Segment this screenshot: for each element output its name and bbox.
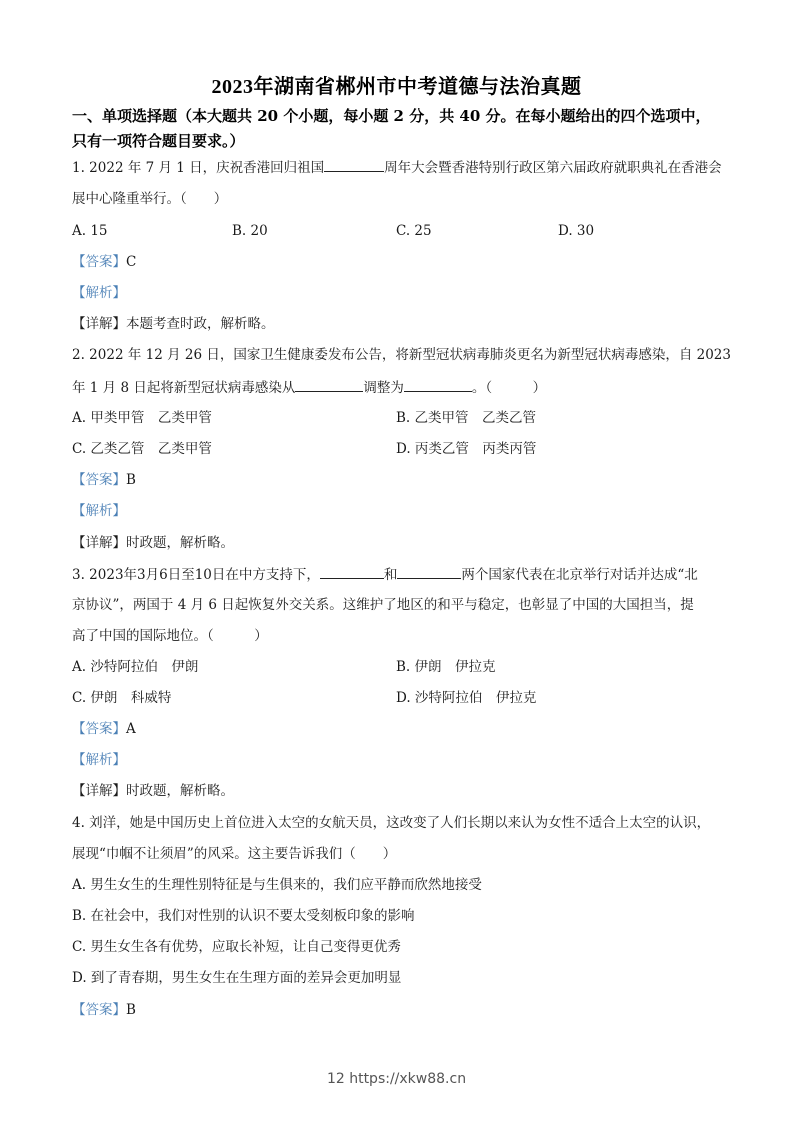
question-4-option-b: B. 在社会中，我们对性别的认识不要太受刻板印象的影响 (72, 908, 415, 924)
question-4-stem-line-2: 展现“巾帼不让须眉”的风采。这主要告诉我们（ ） (72, 846, 397, 862)
detail-label: 【详解】 (72, 783, 126, 799)
question-1-option-d: D. 30 (558, 223, 595, 239)
page-title: 2023年湖南省郴州市中考道德与法治真题 (211, 76, 582, 98)
question-3-option-c: C. 伊朗 科威特 (72, 690, 172, 706)
answer-blank (320, 564, 384, 579)
question-3-stem-line-3: 高了中国的国际地位。（ ） (72, 628, 268, 644)
question-2-option-d: D. 丙类乙管 丙类丙管 (396, 441, 537, 457)
section-heading-line-1: 一、单项选择题（本大题共 20 个小题，每小题 2 分，共 40 分。在每小题给出的四个选项中， (72, 107, 711, 125)
question-1-option-a: A. 15 (72, 223, 108, 239)
question-2-option-c: C. 乙类乙管 乙类甲管 (72, 441, 212, 457)
answer-value: A (126, 721, 136, 737)
question-1-analysis (72, 283, 732, 303)
question-2-analysis (72, 501, 732, 521)
section-heading (72, 104, 732, 154)
question-4-option-a: A. 男生女生的生理性别特征是与生俱来的，我们应平静而欣然地接受 (72, 877, 482, 893)
question-3-answer (72, 719, 732, 739)
question-4-answer (72, 1000, 732, 1020)
answer-value: B (126, 472, 136, 488)
detail-label: 【详解】 (72, 535, 126, 551)
answer-blank (295, 377, 363, 392)
question-2-detail (72, 533, 732, 553)
detail-text: 本题考查时政，解析略。 (126, 316, 275, 332)
analysis-label: 【解析】 (72, 752, 126, 768)
page-footer: 12 https://xkw88.cn (326, 1071, 467, 1087)
question-2-stem-line-1: 2. 2022 年 12 月 26 日，国家卫生健康委发布公告，将新型冠状病毒肺炎更名为新型冠状病毒感染，自 2023 (72, 347, 731, 363)
answer-label: 【答案】 (72, 1002, 126, 1018)
answer-value: B (126, 1002, 136, 1018)
detail-text: 时政题，解析略。 (126, 783, 234, 799)
answer-value: C (126, 254, 137, 270)
question-3-stem-line-1: 3. 2023年3月6日至10日在中方支持下， 和 两个国家代表在北京举行对话并达成“北 (72, 564, 732, 585)
question-1-detail (72, 314, 732, 334)
question-3-detail (72, 781, 732, 801)
answer-label: 【答案】 (72, 472, 126, 488)
question-3-option-a: A. 沙特阿拉伯 伊朗 (72, 659, 199, 675)
question-1-option-b: B. 20 (232, 223, 268, 239)
question-2-option-b: B. 乙类甲管 乙类乙管 (396, 410, 537, 426)
question-1-stem-line-1: 1. 2022 年 7 月 1 日，庆祝香港回归祖国 周年大会暨香港特别行政区第六届政府就职典礼在香港会 (72, 157, 732, 178)
answer-blank (324, 157, 384, 172)
answer-blank (397, 564, 461, 579)
question-4-stem-line-1: 4. 刘洋，她是中国历史上首位进入太空的女航天员，这改变了人们长期以来认为女性不适合上太空的认识， (72, 815, 711, 831)
question-1-option-c: C. 25 (396, 223, 432, 239)
analysis-label: 【解析】 (72, 285, 126, 301)
question-3-stem-line-2: 京协议”，两国于 4 月 6 日起恢复外交关系。这维护了地区的和平与稳定，也彰显了中国的大国担当，提 (72, 597, 694, 613)
analysis-label: 【解析】 (72, 503, 126, 519)
question-3-option-d: D. 沙特阿拉伯 伊拉克 (396, 690, 537, 706)
detail-text: 时政题，解析略。 (126, 535, 234, 551)
detail-label: 【详解】 (72, 316, 126, 332)
question-1-answer (72, 252, 732, 272)
question-4-option-c: C. 男生女生各有优势，应取长补短，让自己变得更优秀 (72, 939, 401, 955)
answer-blank (404, 377, 472, 392)
question-2-stem-line-2: 年 1 月 8 日起将新型冠状病毒感染从 调整为 。（ ） (72, 377, 732, 398)
question-2-option-a: A. 甲类甲管 乙类甲管 (72, 410, 212, 426)
question-2-answer (72, 470, 732, 490)
question-1-stem-line-2: 展中心隆重举行。（ ） (72, 191, 228, 207)
answer-label: 【答案】 (72, 254, 126, 270)
answer-label: 【答案】 (72, 721, 126, 737)
question-3-option-b: B. 伊朗 伊拉克 (396, 659, 496, 675)
section-heading-line-2: 只有一项符合题目要求。） (72, 132, 245, 150)
question-3-analysis (72, 750, 732, 770)
question-4-option-d: D. 到了青春期，男生女生在生理方面的差异会更加明显 (72, 970, 402, 986)
